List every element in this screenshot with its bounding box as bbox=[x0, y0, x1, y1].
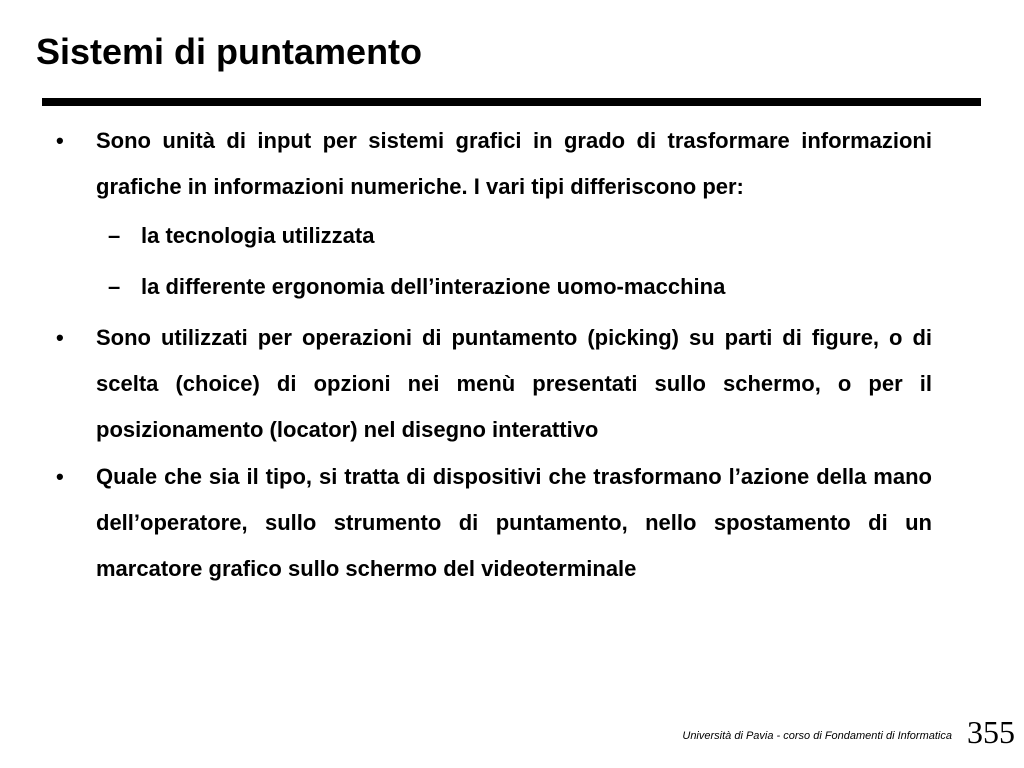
title-underline bbox=[42, 98, 981, 106]
bullet-item-2 bbox=[0, 315, 1024, 453]
dash-marker: – bbox=[108, 223, 121, 248]
bullet-list bbox=[0, 118, 1024, 592]
page-number: 355 bbox=[967, 714, 1015, 750]
bullet-marker: • bbox=[56, 464, 64, 489]
bullet-text: Quale che sia il tipo, si tratta di dispositivi che trasformano l’azione della mano dell’operatore, sullo strumento di puntamento, nello spostamento di un marcatore grafico sullo schermo del videoterminale bbox=[96, 464, 932, 581]
bullet-marker: • bbox=[56, 325, 64, 350]
sub-item-2 bbox=[0, 261, 1024, 312]
bullet-marker: • bbox=[56, 128, 64, 153]
dash-marker: – bbox=[108, 274, 121, 299]
bullet-text: Sono unità di input per sistemi grafici in grado di trasformare informazioni grafiche in informazioni numeriche. I vari tipi differiscono per: bbox=[96, 128, 932, 199]
bullet-text: Sono utilizzati per operazioni di puntamento (picking) su parti di figure, o di scelta (choice) di opzioni nei menù presentati sullo schermo, o per il posizionamento (locator) nel disegno interattivo bbox=[96, 325, 932, 442]
slide-title: Sistemi di puntamento bbox=[36, 31, 423, 72]
sub-item-text: la differente ergonomia dell’interazione uomo-macchina bbox=[141, 274, 726, 299]
bullet-item-1 bbox=[0, 118, 1024, 210]
bullet-item-3 bbox=[0, 454, 1024, 592]
sub-item-text: la tecnologia utilizzata bbox=[141, 223, 375, 248]
sub-item-1 bbox=[0, 210, 1024, 261]
footer-course-label: Università di Pavia - corso di Fondamenti di Informatica bbox=[682, 730, 952, 742]
